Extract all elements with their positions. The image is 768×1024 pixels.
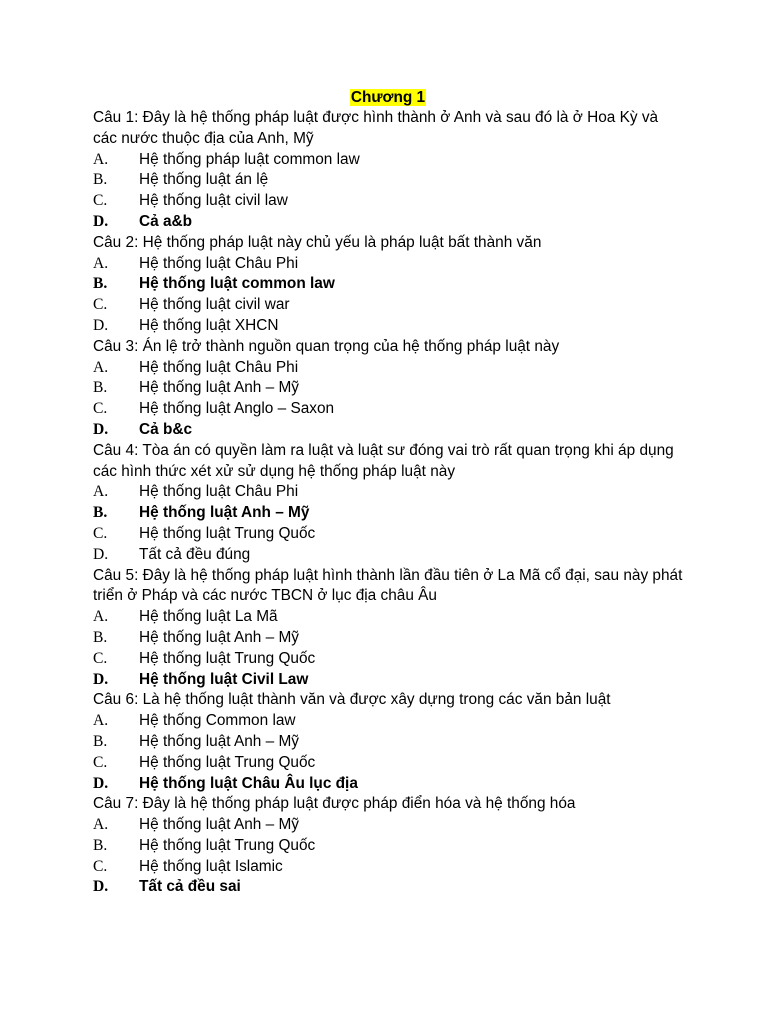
answer-option bbox=[93, 358, 683, 379]
answer-option bbox=[93, 628, 683, 649]
chapter-title: Chương 1 bbox=[350, 89, 426, 106]
option-text: Hệ thống luật common law bbox=[139, 275, 335, 293]
question-block bbox=[93, 566, 683, 691]
option-text: Hệ thống luật La Mã bbox=[139, 608, 278, 626]
option-text: Tất cả đều đúng bbox=[139, 545, 251, 563]
answer-option bbox=[93, 150, 683, 171]
option-letter: A. bbox=[93, 608, 109, 626]
answer-option bbox=[93, 378, 683, 399]
answer-option bbox=[93, 295, 683, 316]
option-letter: C. bbox=[93, 753, 108, 771]
option-letter: A. bbox=[93, 816, 109, 834]
answer-option bbox=[93, 877, 683, 898]
question-text: Câu 2: Hệ thống pháp luật này chủ yếu là pháp luật bất thành văn bbox=[93, 233, 542, 251]
option-text: Hệ thống luật Civil Law bbox=[139, 670, 309, 688]
option-letter: A. bbox=[93, 358, 109, 376]
answer-option bbox=[93, 545, 683, 566]
option-text: Hệ thống luật XHCN bbox=[139, 316, 279, 334]
option-letter: A. bbox=[93, 254, 109, 272]
answer-option bbox=[93, 711, 683, 732]
option-letter: C. bbox=[93, 524, 108, 542]
option-letter: A. bbox=[93, 483, 109, 501]
option-text: Hệ thống luật Trung Quốc bbox=[139, 649, 316, 667]
option-letter: C. bbox=[93, 192, 108, 210]
answer-option bbox=[93, 524, 683, 545]
answer-option bbox=[93, 191, 683, 212]
option-letter: D. bbox=[93, 774, 109, 792]
question-block bbox=[93, 233, 683, 337]
answer-option bbox=[93, 316, 683, 337]
question-text: Câu 4: Tòa án có quyền làm ra luật và luật sư đóng vai trò rất quan trọng khi áp dụng các hình thức xét xử sử dụng hệ thống pháp luật này bbox=[93, 441, 674, 480]
option-text: Hệ thống luật civil war bbox=[139, 296, 290, 314]
option-letter: A. bbox=[93, 712, 109, 730]
option-letter: A. bbox=[93, 150, 109, 168]
option-letter: C. bbox=[93, 296, 108, 314]
option-letter: C. bbox=[93, 857, 108, 875]
option-text: Hệ thống luật Anh – Mỹ bbox=[139, 504, 310, 522]
option-text: Hệ thống luật Trung Quốc bbox=[139, 753, 316, 771]
answer-option bbox=[93, 503, 683, 524]
option-letter: D. bbox=[93, 316, 109, 334]
question-text: Câu 3: Án lệ trở thành nguồn quan trọng của hệ thống pháp luật này bbox=[93, 337, 560, 355]
option-letter: D. bbox=[93, 420, 109, 438]
option-letter: B. bbox=[93, 275, 108, 293]
option-text: Hệ thống luật Châu Phi bbox=[139, 358, 299, 376]
option-text: Hệ thống pháp luật common law bbox=[139, 150, 360, 168]
option-text: Hệ thống luật civil law bbox=[139, 192, 288, 210]
question-block bbox=[93, 690, 683, 794]
answer-option bbox=[93, 170, 683, 191]
option-text: Hệ thống Common law bbox=[139, 712, 296, 730]
option-letter: B. bbox=[93, 628, 108, 646]
answer-option bbox=[93, 732, 683, 753]
option-letter: B. bbox=[93, 504, 108, 522]
answer-option bbox=[93, 274, 683, 295]
option-letter: B. bbox=[93, 379, 108, 397]
option-letter: D. bbox=[93, 670, 109, 688]
question-text: Câu 5: Đây là hệ thống pháp luật hình thành lần đầu tiên ở La Mã cổ đại, sau này phát triển ở Pháp và các nước TBCN ở lục địa châu Âu bbox=[93, 566, 683, 605]
option-text: Hệ thống luật Trung Quốc bbox=[139, 836, 316, 854]
option-letter: C. bbox=[93, 400, 108, 418]
option-text: Cả b&c bbox=[139, 420, 193, 438]
question-block bbox=[93, 108, 683, 233]
option-letter: B. bbox=[93, 171, 108, 189]
answer-option bbox=[93, 482, 683, 503]
question-block bbox=[93, 337, 683, 441]
option-text: Hệ thống luật Islamic bbox=[139, 857, 283, 875]
option-text: Hệ thống luật Anh – Mỹ bbox=[139, 628, 299, 646]
option-text: Hệ thống luật Anh – Mỹ bbox=[139, 379, 299, 397]
option-letter: C. bbox=[93, 649, 108, 667]
answer-option bbox=[93, 420, 683, 441]
answer-option bbox=[93, 399, 683, 420]
title-line bbox=[93, 87, 683, 108]
answer-option bbox=[93, 774, 683, 795]
option-letter: B. bbox=[93, 836, 108, 854]
option-text: Tất cả đều sai bbox=[139, 878, 241, 896]
option-text: Hệ thống luật án lệ bbox=[139, 171, 269, 189]
answer-option bbox=[93, 753, 683, 774]
answer-option bbox=[93, 254, 683, 275]
option-text: Hệ thống luật Châu Phi bbox=[139, 483, 299, 501]
option-text: Hệ thống luật Anglo – Saxon bbox=[139, 400, 335, 418]
document-body bbox=[93, 87, 683, 898]
answer-option bbox=[93, 857, 683, 878]
option-text: Hệ thống luật Anh – Mỹ bbox=[139, 816, 299, 834]
question-text: Câu 7: Đây là hệ thống pháp luật được pháp điển hóa và hệ thống hóa bbox=[93, 795, 576, 813]
option-letter: D. bbox=[93, 878, 109, 896]
answer-option bbox=[93, 836, 683, 857]
answer-option bbox=[93, 607, 683, 628]
question-text: Câu 1: Đây là hệ thống pháp luật được hình thành ở Anh và sau đó là ở Hoa Kỳ và các nước thuộc địa của Anh, Mỹ bbox=[93, 109, 659, 147]
option-text: Hệ thống luật Trung Quốc bbox=[139, 524, 316, 542]
option-letter: D. bbox=[93, 545, 109, 563]
answer-option bbox=[93, 815, 683, 836]
option-text: Hệ thống luật Châu Phi bbox=[139, 254, 299, 272]
option-letter: D. bbox=[93, 212, 109, 230]
option-letter: B. bbox=[93, 732, 108, 750]
question-block bbox=[93, 794, 683, 898]
question-block bbox=[93, 441, 683, 566]
option-text: Hệ thống luật Anh – Mỹ bbox=[139, 732, 299, 750]
option-text: Hệ thống luật Châu Âu lục địa bbox=[139, 774, 358, 792]
answer-option bbox=[93, 649, 683, 670]
answer-option bbox=[93, 212, 683, 233]
option-text: Cả a&b bbox=[139, 212, 193, 230]
question-text: Câu 6: Là hệ thống luật thành văn và được xây dựng trong các văn bản luật bbox=[93, 691, 611, 709]
answer-option bbox=[93, 670, 683, 691]
